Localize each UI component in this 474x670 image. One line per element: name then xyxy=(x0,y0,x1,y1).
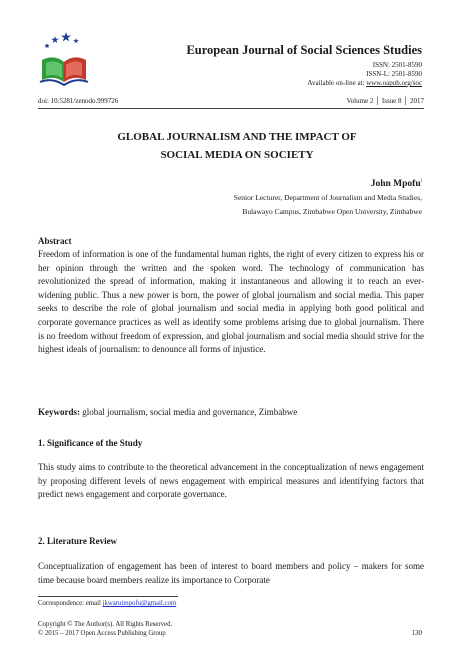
footnote-divider xyxy=(38,596,178,597)
author-text: John Mpofu xyxy=(370,179,421,190)
journal-url-link[interactable]: www.oapub.org/soc xyxy=(366,79,422,87)
article-title xyxy=(38,128,436,164)
journal-logo xyxy=(38,30,90,88)
affiliation-line-2: Bulawayo Campus, Zimbabwe Open University, Zimbabwe xyxy=(242,207,422,216)
header-divider xyxy=(38,108,424,109)
available-online xyxy=(307,79,422,87)
page-number: 130 xyxy=(411,629,422,637)
abstract-text: Freedom of information is one of the fundamental human rights, the right of every citizen to express his or her opinion through the written and the spoken word. The technology of communication has revolutionized the spread of information, making it instantaneous and allowing it to reach an ever-widening public. Thus a new power is born, the power of global journalism and social media. This paper seeks to describe the role of global journalism and social media in applying both good political and corporate governance practices as well as identify some problems arising due to global journalism. There is no freedom without freedom of expression, and global journalism and social media should strive for the highest ideals of journalism: to denounce all forms of injustice. xyxy=(38,249,424,355)
available-prefix: Available on-line at: xyxy=(307,79,367,87)
journal-title: European Journal of Social Sciences Studies xyxy=(186,43,422,57)
correspondence-email-link[interactable]: jkwaruimpofu@gmail.com xyxy=(102,600,177,607)
section-1-text: This study aims to contribute to the theoretical advancement in the conceptualization of news engagement by proposing different levels of news engagement with empirical measures and identifying factors that predict news engagement and corporate governance. xyxy=(38,462,424,500)
doi: doi: 10.5281/zenodo.999726 xyxy=(38,97,119,105)
keywords-text: global journalism, social media and governance, Zimbabwe xyxy=(80,407,298,417)
issn-l: ISSN-L: 2501-8590 xyxy=(366,70,422,78)
abstract-heading: Abstract xyxy=(38,236,72,246)
affiliation-line-1: Senior Lecturer, Department of Journalism and Media Studies, xyxy=(233,193,422,202)
correspondence xyxy=(38,600,176,607)
title-line-1: GLOBAL JOURNALISM AND THE IMPACT OF xyxy=(117,131,357,143)
title-line-2: SOCIAL MEDIA ON SOCIETY xyxy=(160,149,314,161)
issn-print: ISSN: 2501-8590 xyxy=(372,61,422,69)
keywords xyxy=(38,407,297,417)
copyright-line-1: Copyright © The Author(s). All Rights Reserved. xyxy=(38,621,173,628)
author-footnote-mark: i xyxy=(420,179,422,184)
volume-issue: Volume 2 │ Issue 8 │ 2017 xyxy=(346,97,424,105)
author-name xyxy=(371,179,422,189)
correspondence-label: Correspondence: email xyxy=(38,600,103,607)
copyright-line-2: © 2015 – 2017 Open Access Publishing Group xyxy=(38,630,166,637)
section-2-heading: 2. Literature Review xyxy=(38,536,118,546)
keywords-label: Keywords: xyxy=(38,407,80,417)
section-1-heading: 1. Significance of the Study xyxy=(38,438,143,448)
section-2-text: Conceptualization of engagement has been of interest to board members and policy – makers for some time because board members realize its importance to Corporate xyxy=(38,561,424,585)
